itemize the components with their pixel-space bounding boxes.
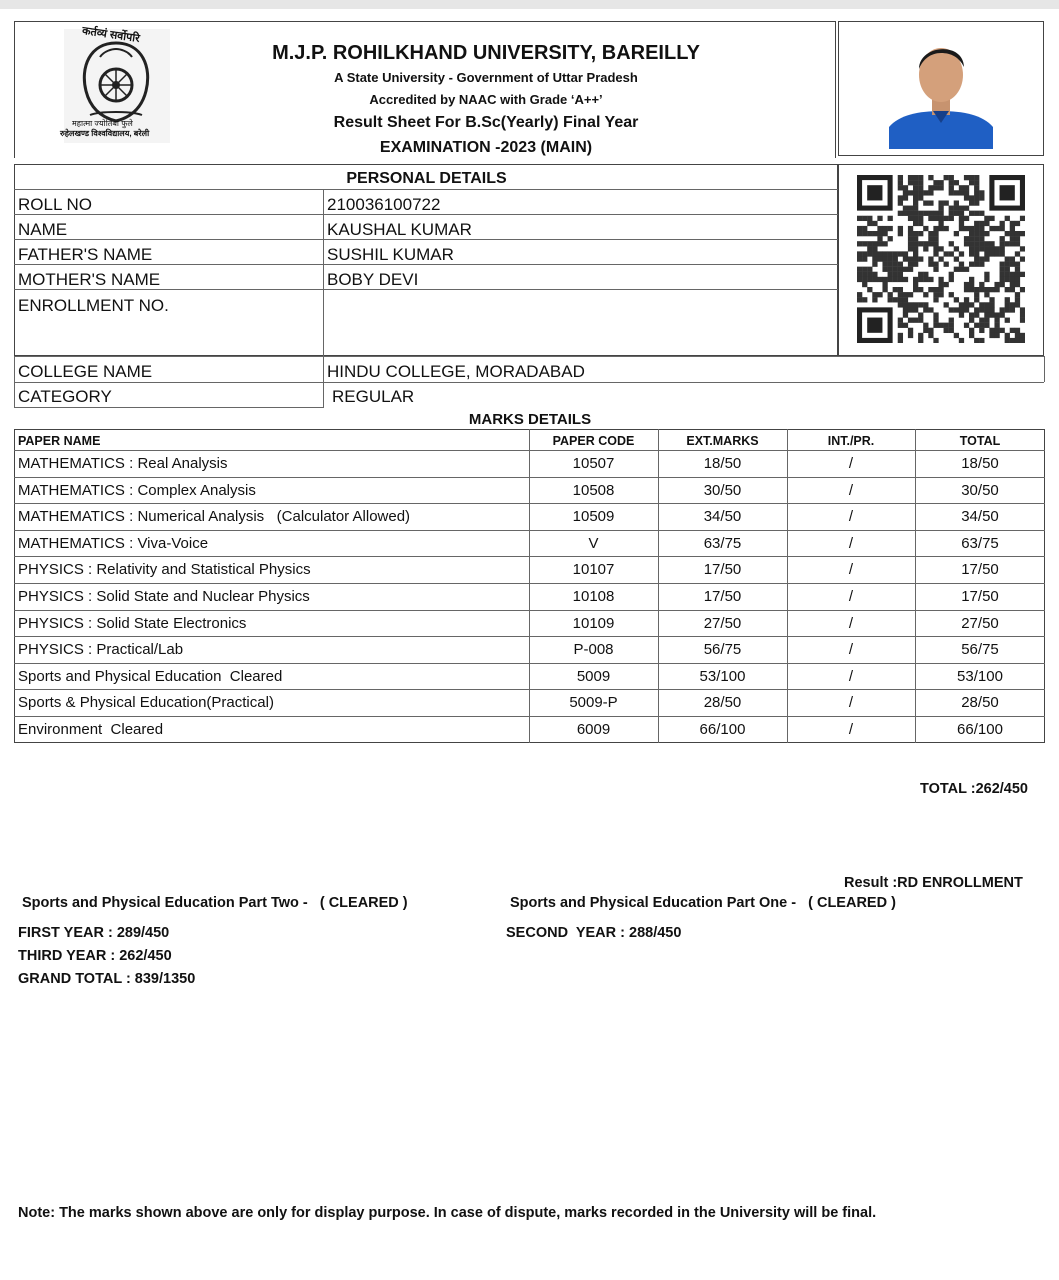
cell-int-pr: /: [848, 508, 854, 525]
mother-name-label: MOTHER'S NAME: [18, 270, 161, 289]
cell-int-pr: /: [848, 588, 854, 605]
cell-ext-marks: 27/50: [703, 615, 742, 632]
roll-no-value: 210036100722: [327, 195, 441, 214]
row-divider: [14, 689, 1045, 690]
row-divider: [14, 503, 1045, 504]
cell-paper-code: 10109: [572, 615, 615, 632]
father-name-value: SUSHIL KUMAR: [327, 245, 454, 264]
cell-total: 53/100: [957, 668, 1003, 685]
cell-paper-name: MATHEMATICS : Numerical Analysis (Calculator Allowed): [18, 508, 411, 525]
cell-total: 18/50: [961, 455, 999, 472]
cell-int-pr: /: [848, 455, 854, 472]
marks-details-title: MARKS DETAILS: [468, 411, 592, 428]
row-divider: [14, 583, 1045, 584]
row-divider: [14, 610, 1045, 611]
college-label: COLLEGE NAME: [18, 362, 153, 381]
cell-paper-code: 5009: [576, 668, 611, 685]
row-divider: [14, 716, 1045, 717]
cell-paper-name: MATHEMATICS : Real Analysis: [18, 455, 228, 472]
cell-paper-name: PHYSICS : Solid State and Nuclear Physics: [18, 588, 310, 605]
cell-int-pr: /: [848, 668, 854, 685]
logo-caption-2: रुहेलखण्ड विश्वविद्यालय, बरेली: [60, 129, 150, 138]
cell-int-pr: /: [848, 721, 854, 738]
cell-paper-name: PHYSICS : Solid State Electronics: [18, 615, 247, 632]
cell-ext-marks: 17/50: [703, 588, 742, 605]
cell-total: 17/50: [961, 588, 999, 605]
father-name-label: FATHER'S NAME: [18, 245, 153, 264]
col-ext-marks: EXT.MARKS: [686, 434, 759, 448]
university-name: M.J.P. ROHILKHAND UNIVERSITY, BAREILLY: [272, 42, 700, 64]
cell-paper-name: PHYSICS : Practical/Lab: [18, 641, 184, 658]
cell-ext-marks: 34/50: [703, 508, 742, 525]
cell-paper-name: Sports and Physical Education Cleared: [18, 668, 283, 685]
top-bar: [0, 0, 1059, 9]
row-divider: [14, 636, 1045, 637]
mother-name-value: BOBY DEVI: [327, 270, 419, 289]
cell-int-pr: /: [848, 641, 854, 658]
cell-int-pr: /: [848, 561, 854, 578]
college-value: HINDU COLLEGE, MORADABAD: [327, 362, 585, 381]
cell-paper-name: PHYSICS : Relativity and Statistical Physics: [18, 561, 311, 578]
grand-total: GRAND TOTAL : 839/1350: [18, 971, 196, 987]
cell-ext-marks: 56/75: [703, 641, 742, 658]
cell-total: 66/100: [957, 721, 1003, 738]
cell-total: 28/50: [961, 694, 999, 711]
exam-title: EXAMINATION -2023 (MAIN): [379, 139, 593, 156]
sports-part-one: Sports and Physical Education Part One - ( CLEARED ): [510, 895, 896, 911]
university-subtitle: A State University - Government of Uttar Pradesh: [334, 70, 638, 85]
cell-paper-code: 6009: [576, 721, 611, 738]
cell-int-pr: /: [848, 615, 854, 632]
cell-total: 56/75: [961, 641, 999, 658]
col-total: TOTAL: [959, 434, 1001, 448]
cell-int-pr: /: [848, 694, 854, 711]
row-divider: [14, 530, 1045, 531]
name-label: NAME: [18, 220, 68, 239]
cell-paper-code: V: [588, 535, 599, 552]
total-marks: TOTAL :262/450: [920, 781, 1028, 797]
personal-details-title: PERSONAL DETAILS: [346, 170, 507, 187]
result-status: Result :RD ENROLLMENT: [844, 875, 1023, 891]
col-int-pr: INT./PR.: [827, 434, 875, 448]
cell-paper-code: 10107: [572, 561, 615, 578]
cell-paper-name: Environment Cleared: [18, 721, 164, 738]
category-label: CATEGORY: [18, 387, 112, 406]
third-year-marks: THIRD YEAR : 262/450: [18, 948, 172, 964]
cell-total: 34/50: [961, 508, 999, 525]
disclaimer-note: Note: The marks shown above are only for display purpose. In case of dispute, marks recorded in the University will be final.: [18, 1205, 877, 1221]
cell-total: 17/50: [961, 561, 999, 578]
sheet-title: Result Sheet For B.Sc(Yearly) Final Year: [333, 114, 639, 131]
sports-part-two: Sports and Physical Education Part Two - ( CLEARED ): [22, 895, 408, 911]
cell-ext-marks: 18/50: [703, 455, 742, 472]
cell-ext-marks: 66/100: [699, 721, 746, 738]
accreditation: Accredited by NAAC with Grade ‘A++’: [369, 92, 603, 107]
logo-caption-1: महात्मा ज्योतिबा फुले: [72, 119, 133, 128]
cell-paper-code: 10509: [572, 508, 615, 525]
first-year-marks: FIRST YEAR : 289/450: [18, 925, 170, 941]
cell-ext-marks: 53/100: [699, 668, 746, 685]
cell-ext-marks: 30/50: [703, 482, 742, 499]
row-divider: [14, 556, 1045, 557]
cell-ext-marks: 28/50: [703, 694, 742, 711]
qr-code: [857, 175, 1025, 343]
cell-paper-code: 10508: [572, 482, 615, 499]
cell-paper-code: 5009-P: [569, 694, 618, 711]
cell-total: 27/50: [961, 615, 999, 632]
cell-paper-code: 10507: [572, 455, 615, 472]
second-year-marks: SECOND YEAR : 288/450: [506, 925, 682, 941]
category-value: REGULAR: [332, 387, 415, 406]
cell-total: 30/50: [961, 482, 999, 499]
cell-int-pr: /: [848, 535, 854, 552]
cell-paper-code: 10108: [572, 588, 615, 605]
name-value: KAUSHAL KUMAR: [327, 220, 472, 239]
student-photo: [889, 31, 993, 149]
roll-no-label: ROLL NO: [18, 195, 93, 214]
col-paper-name: PAPER NAME: [18, 434, 101, 448]
row-divider: [14, 450, 1045, 451]
cell-paper-name: MATHEMATICS : Complex Analysis: [18, 482, 256, 499]
enrollment-label: ENROLLMENT NO.: [18, 296, 169, 315]
row-divider: [14, 663, 1045, 664]
col-paper-code: PAPER CODE: [552, 434, 635, 448]
cell-ext-marks: 63/75: [703, 535, 742, 552]
cell-total: 63/75: [961, 535, 999, 552]
logo-motto: कर्तव्यं सर्वोपरि: [81, 25, 141, 45]
cell-paper-name: Sports & Physical Education(Practical): [18, 694, 274, 711]
cell-int-pr: /: [848, 482, 854, 499]
cell-ext-marks: 17/50: [703, 561, 742, 578]
cell-paper-code: P-008: [573, 641, 614, 658]
cell-paper-name: MATHEMATICS : Viva-Voice: [18, 535, 209, 552]
row-divider: [14, 477, 1045, 478]
